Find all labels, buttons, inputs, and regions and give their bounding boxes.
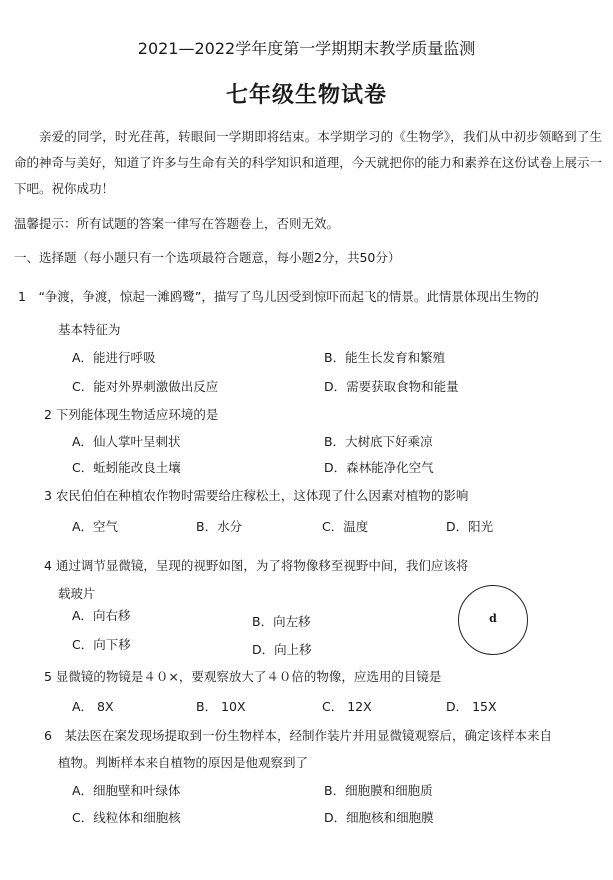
exam-term-title: 2021—2022学年度第一学期期末教学质量监测 — [137, 39, 476, 58]
option-d: D．细胞核和细胞膜 — [324, 810, 434, 825]
option-b: B．能生长发育和繁殖 — [324, 350, 446, 365]
option-c: C． 12X — [322, 699, 372, 714]
option-c: C．蚯蚓能改良土壤 — [72, 460, 181, 475]
intro-text: 亲爱的同学，时光荏苒，转眼间一学期即将结束。本学期学习的《生物学》，我们从中初步领略到了生命的神奇与美好，知道了许多与生命有关的科学知识和道理，今天就把你的能力和素养在这份试卷上展示一下吧。祝你成功！ — [14, 129, 602, 196]
intro-paragraph — [14, 124, 602, 202]
exam-paper-title: 七年级生物试卷 — [225, 83, 387, 108]
option-b: B．水分 — [196, 519, 243, 534]
question-stem: 6 某法医在案发现场提取到一份生物样本，经制作装片并用显微镜观察后，确定该样本来自 — [44, 728, 552, 743]
option-c: C．温度 — [322, 519, 369, 534]
option-a: A． 8X — [72, 699, 114, 714]
option-d: D．向上移 — [252, 642, 312, 657]
question-stem-continued: 载玻片 — [58, 586, 96, 601]
question-stem-continued: 植物。判断样本来自植物的原因是他观察到了 — [58, 755, 309, 770]
question-stem: 1 “争渡，争渡，惊起一滩鸥鹭”，描写了鸟儿因受到惊吓而起飞的情景。此情景体现出生物的 — [18, 289, 539, 304]
microscope-field-figure — [458, 585, 528, 655]
option-a: A．空气 — [72, 519, 119, 534]
option-b: B．细胞膜和细胞质 — [324, 783, 433, 798]
question-stem: 5 显微镜的物镜是４０×，要观察放大了４０倍的物像，应选用的目镜是 — [44, 669, 442, 684]
option-b: B． 10X — [196, 699, 246, 714]
option-a: A．向右移 — [72, 608, 131, 623]
option-c: C．向下移 — [72, 637, 131, 652]
option-b: B．大树底下好乘凉 — [324, 434, 433, 449]
notice-text: 温馨提示：所有试题的答案一律写在答题卷上，否则无效。 — [14, 216, 340, 231]
option-d: D．阳光 — [446, 519, 494, 534]
option-a: A．能进行呼吸 — [72, 350, 156, 365]
option-a: A．细胞壁和叶绿体 — [72, 783, 181, 798]
question-stem: 2 下列能体现生物适应环境的是 — [44, 407, 219, 422]
specimen-letter-label: d — [489, 612, 497, 625]
section-heading: 一、选择题（每小题只有一个选项最符合题意，每小题2分，共50分） — [14, 250, 401, 265]
question-stem-continued: 基本特征为 — [58, 322, 121, 337]
option-c: C．能对外界刺激做出反应 — [72, 379, 219, 394]
option-d: D． 15X — [446, 699, 497, 714]
question-stem: 3 农民伯伯在种植农作物时需要给庄稼松土，这体现了什么因素对植物的影响 — [44, 488, 469, 503]
option-a: A．仙人掌叶呈刺状 — [72, 434, 181, 449]
question-stem: 4 通过调节显微镜，呈现的视野如图，为了将物像移至视野中间，我们应该将 — [44, 558, 469, 573]
option-c: C．线粒体和细胞核 — [72, 810, 181, 825]
option-d: D．需要获取食物和能量 — [324, 379, 459, 394]
option-b: B．向左移 — [252, 614, 311, 629]
option-d: D．森林能净化空气 — [324, 460, 434, 475]
